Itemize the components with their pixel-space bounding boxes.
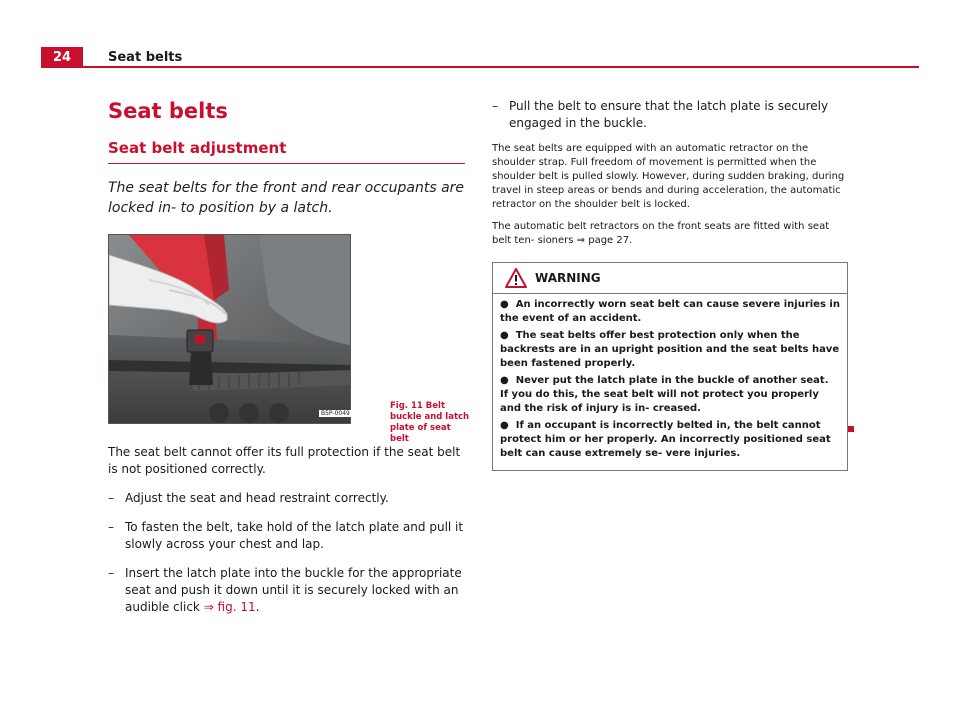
step-dash: – xyxy=(108,520,114,534)
step-text: Pull the belt to ensure that the latch plate is securely engaged in the buckle. xyxy=(509,99,829,130)
figure-code: B5P-0049 xyxy=(321,410,350,417)
figure-row xyxy=(108,234,470,444)
warning-body xyxy=(493,294,847,470)
step-dash: – xyxy=(492,99,498,113)
warning-item xyxy=(500,419,840,461)
warning-header xyxy=(493,263,847,294)
seat-belt-photo-illustration xyxy=(109,235,350,423)
step-text: Adjust the seat and head restraint correctly. xyxy=(125,491,389,505)
figure-link[interactable]: ⇒ fig. 11 xyxy=(203,600,256,614)
step-text: To fasten the belt, take hold of the latch plate and pull it slowly across your chest and lap. xyxy=(125,520,464,551)
warning-item xyxy=(500,329,840,371)
step-dash: – xyxy=(108,491,114,505)
seat-belt-photo xyxy=(108,234,351,424)
bullet: ● xyxy=(500,375,509,386)
step-item xyxy=(108,519,465,553)
running-title: Seat belts xyxy=(108,50,183,65)
bullet: ● xyxy=(500,299,509,310)
warning-item-text: Never put the latch plate in the buckle of another seat. If you do this, the seat belt will not protect you properly and the risk of injury is in- creased. xyxy=(500,375,829,414)
warning-item-text: An incorrectly worn seat belt can cause severe injuries in the event of an accident. xyxy=(500,299,840,324)
subsection-title: Seat belt adjustment xyxy=(108,139,287,157)
warning-item xyxy=(500,298,840,326)
section-title: Seat belts xyxy=(108,99,228,123)
warning-triangle-icon xyxy=(505,268,527,288)
page-number-badge xyxy=(41,47,83,68)
subsection-rule xyxy=(108,163,465,164)
right-column xyxy=(492,98,848,471)
step-text-end: . xyxy=(255,600,260,614)
step-item xyxy=(492,98,848,132)
left-column xyxy=(108,98,470,616)
warning-item-text: The seat belts offer best protection only when the backrests are in an upright position and the seat belts have been fastened properly. xyxy=(500,330,840,369)
warning-item xyxy=(500,374,840,416)
bullet: ● xyxy=(500,330,509,341)
page-number: 24 xyxy=(52,50,72,65)
step-item xyxy=(108,565,465,616)
step-dash: – xyxy=(108,566,114,580)
step-text: Insert the latch plate into the buckle for the appropriate seat and push it down until it is securely locked with an audible click xyxy=(125,566,462,614)
warning-title: WARNING xyxy=(535,271,601,285)
end-of-section-square xyxy=(848,426,854,432)
retractor-paragraph: The seat belts are equipped with an automatic retractor on the shoulder strap. Full freedom of movement is permitted when the shoulder belt is pulled slowly. However, during sudden braking, during travel in steep areas or bends and during acceleration, the automatic retractor on the shoulder belt is locked. xyxy=(492,143,845,210)
header-rule xyxy=(83,66,919,68)
warning-item-text: If an occupant is incorrectly belted in, the belt cannot protect him or her properly. An incorrectly positioned seat belt can cause extremely se- vere injuries. xyxy=(500,420,831,459)
intro-paragraph: The seat belt cannot offer its full protection if the seat belt is not positioned correctly. xyxy=(108,445,461,476)
tensioner-paragraph: The automatic belt retractors on the front seats are fitted with seat belt ten- sioners ⇒ page 27. xyxy=(492,221,830,246)
bullet: ● xyxy=(500,420,509,431)
step-item xyxy=(108,490,465,507)
figure-caption: Fig. 11 Belt buckle and latch plate of seat belt xyxy=(390,401,470,444)
lead-paragraph: The seat belts for the front and rear occupants are locked in- to position by a latch. xyxy=(108,180,465,216)
warning-box xyxy=(492,262,848,471)
